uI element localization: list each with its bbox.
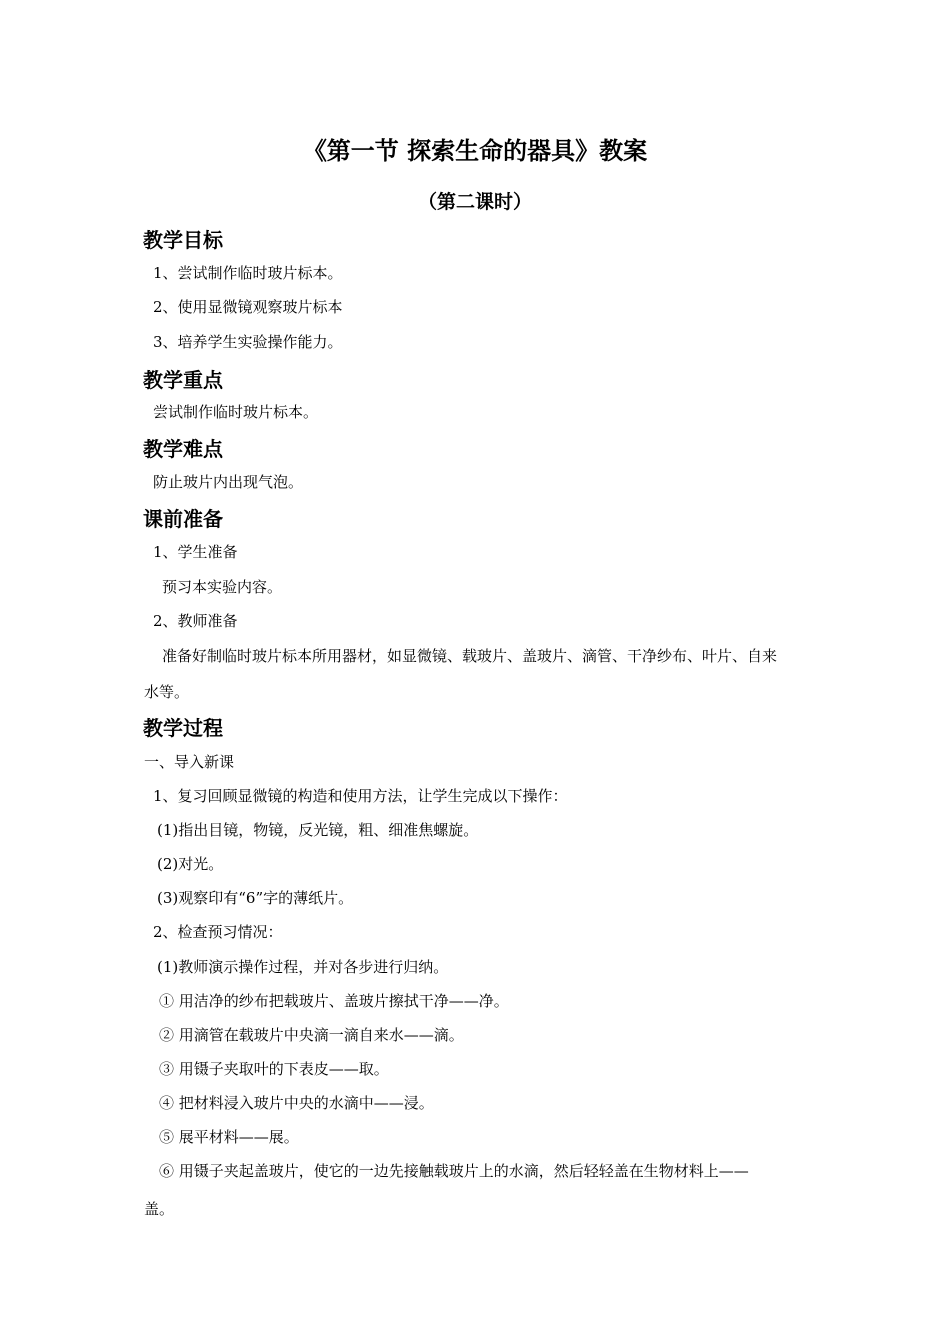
process-line: ② 用滴管在载玻片中央滴一滴自来水——滴。 (159, 1026, 464, 1044)
key-points-heading: 教学重点 (143, 368, 223, 392)
objective-item: 1、尝试制作临时玻片标本。 (153, 264, 343, 282)
preparation-heading: 课前准备 (143, 507, 223, 531)
process-line: ⑥ 用镊子夹起盖玻片，使它的一边先接触载玻片上的水滴，然后轻轻盖在生物材料上—— (159, 1162, 749, 1180)
difficulties-heading: 教学难点 (143, 437, 223, 461)
process-line: (1)教师演示操作过程，并对各步进行归纳。 (157, 958, 449, 976)
process-line: (3)观察印有“6”字的薄纸片。 (157, 889, 354, 907)
document-title: 《第一节 探索生命的器具》教案 (302, 137, 648, 165)
key-points-text: 尝试制作临时玻片标本。 (153, 403, 319, 421)
difficulties-text: 防止玻片内出现气泡。 (153, 473, 304, 491)
preparation-line: 1、学生准备 (153, 543, 238, 561)
process-line: 1、复习回顾显微镜的构造和使用方法，让学生完成以下操作： (153, 787, 568, 805)
process-heading: 教学过程 (143, 716, 223, 740)
process-line: ④ 把材料浸入玻片中央的水滴中——浸。 (159, 1094, 434, 1112)
document-subtitle: （第二课时） (417, 191, 532, 213)
process-line: ① 用洁净的纱布把载玻片、盖玻片擦拭干净——净。 (159, 992, 509, 1010)
preparation-line: 准备好制临时玻片标本所用器材，如显微镜、载玻片、盖玻片、滴管、干净纱布、叶片、自来 (162, 647, 778, 665)
objectives-heading: 教学目标 (143, 228, 223, 252)
preparation-line: 水等。 (144, 683, 190, 701)
objective-item: 2、使用显微镜观察玻片标本 (153, 298, 343, 316)
process-line: (2)对光。 (157, 855, 224, 873)
process-line: 2、检查预习情况： (153, 923, 283, 941)
process-line: ⑤ 展平材料——展。 (159, 1128, 299, 1146)
process-line: ③ 用镊子夹取叶的下表皮——取。 (159, 1060, 389, 1078)
process-line: 一、导入新课 (144, 753, 235, 771)
preparation-line: 预习本实验内容。 (162, 578, 283, 596)
process-line: (1)指出目镜，物镜，反光镜，粗、细准焦螺旋。 (157, 821, 479, 839)
process-line: 盖。 (144, 1200, 175, 1218)
preparation-line: 2、教师准备 (153, 612, 238, 630)
objective-item: 3、培养学生实验操作能力。 (153, 333, 343, 351)
